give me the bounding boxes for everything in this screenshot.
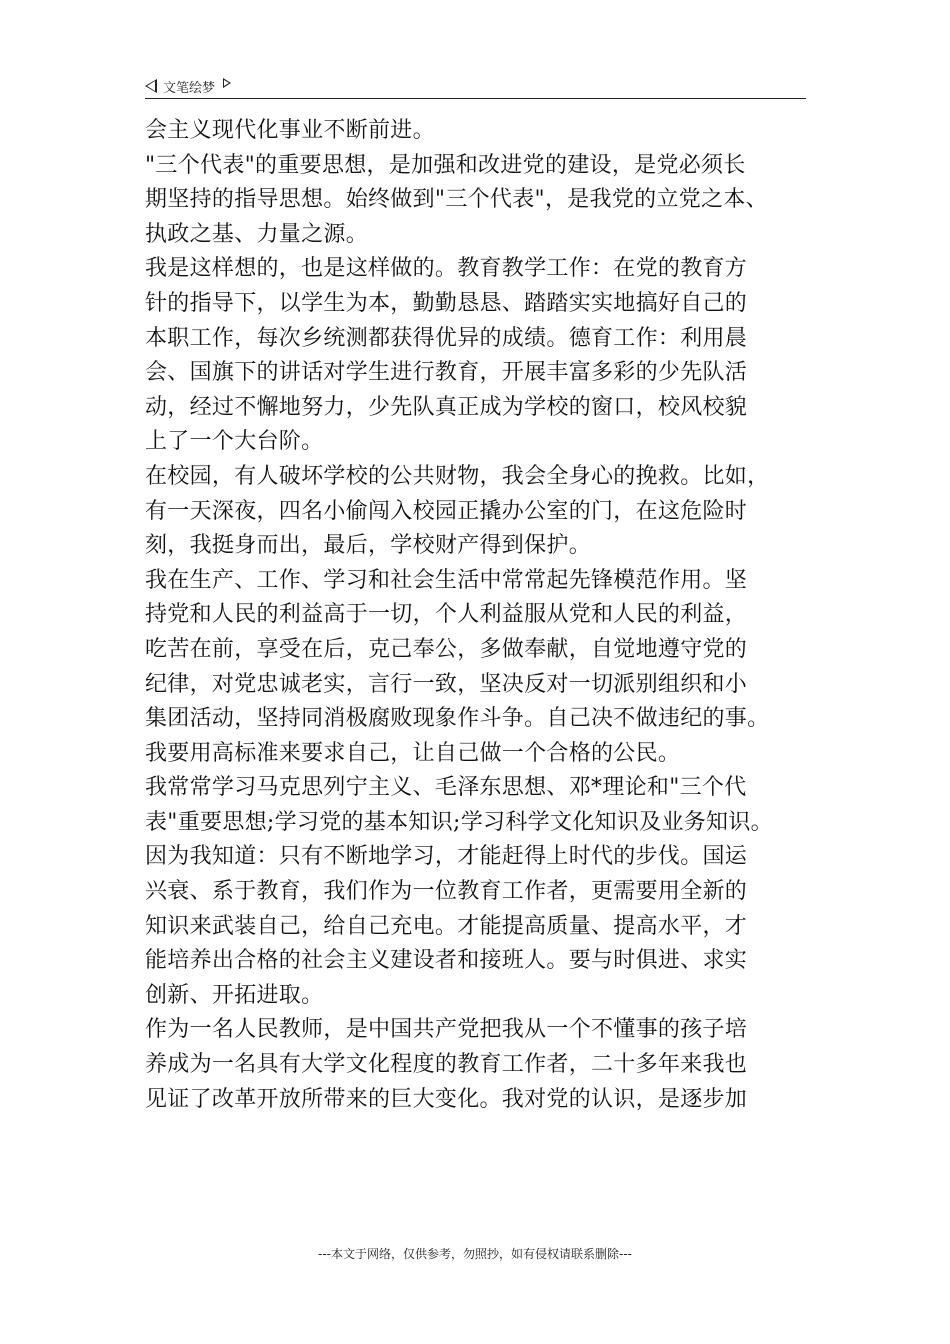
- text-line: 我常常学习马克思列宁主义、毛泽东思想、邓*理论和"三个代: [145, 775, 747, 801]
- text-line: 上了一个大台阶。: [145, 429, 324, 455]
- text-line: 我要用高标准来要求自己，让自己做一个合格的公民。: [145, 740, 681, 766]
- text-line: 我在生产、工作、学习和社会生活中常常起先锋模范作用。坚: [145, 567, 748, 593]
- text-line: 我是这样想的，也是这样做的。教育教学工作：在党的教育方: [145, 256, 748, 282]
- text-line: 会、国旗下的讲话对学生进行教育，开展丰富多彩的少先队活: [145, 360, 748, 386]
- document-body: [145, 114, 825, 1117]
- text-line: 表"重要思想;学习党的基本知识;学习科学文化知识及业务知识。: [145, 809, 773, 835]
- text-line: 吃苦在前，享受在后，克己奉公，多做奉献，自觉地遵守党的: [145, 636, 748, 662]
- text-line: 针的指导下，以学生为本，勤勤恳恳、踏踏实实地搞好自己的: [145, 290, 748, 316]
- text-line: 创新、开拓进取。: [145, 982, 324, 1008]
- text-line: "三个代表"的重要思想，是加强和改进党的建设，是党必须长: [145, 152, 746, 178]
- footer-notice: ---本文于网络，仅供参考，勿照抄，如有侵权请联系删除---: [318, 1247, 632, 1261]
- text-line: 持党和人民的利益高于一切，个人利益服从党和人民的利益，: [145, 602, 748, 628]
- page-header: [145, 74, 806, 99]
- text-line: 见证了改革开放所带来的巨大变化。我对党的认识，是逐步加: [145, 1086, 748, 1112]
- text-line: 集团活动，坚持同消极腐败现象作斗争。自己决不做违纪的事。: [145, 706, 770, 732]
- triangle-right-icon: [223, 78, 231, 88]
- header-brand: 文笔绘梦: [163, 80, 216, 96]
- text-line: 在校园，有人破坏学校的公共财物，我会全身心的挽救。比如，: [145, 463, 770, 489]
- text-line: 作为一名人民教师，是中国共产党把我从一个不懂事的孩子培: [145, 1017, 748, 1043]
- text-line: 有一天深夜，四名小偷闯入校园正撬办公室的门，在这危险时: [145, 498, 748, 524]
- text-line: 刻，我挺身而出，最后，学校财产得到保护。: [145, 533, 592, 559]
- triangle-left-icon: [145, 79, 157, 93]
- text-line: 知识来武装自己，给自己充电。才能提高质量、提高水平，才: [145, 913, 748, 939]
- text-line: 执政之基、力量之源。: [145, 221, 369, 247]
- text-line: 因为我知道：只有不断地学习，才能赶得上时代的步伐。国运: [145, 844, 748, 870]
- text-line: 兴衰、系于教育，我们作为一位教育工作者，更需要用全新的: [145, 879, 748, 905]
- text-line: 会主义现代化事业不断前进。: [145, 118, 435, 143]
- text-line: 期坚持的指导思想。始终做到"三个代表"，是我党的立党之本、: [145, 187, 768, 213]
- text-line: 纪律，对党忠诚老实，言行一致，坚决反对一切派别组织和小: [145, 671, 748, 697]
- text-line: 动，经过不懈地努力，少先队真正成为学校的窗口，校风校貌: [145, 394, 748, 420]
- text-line: 能培养出合格的社会主义建设者和接班人。要与时俱进、求实: [145, 948, 748, 974]
- text-line: 本职工作，每次乡统测都获得优异的成绩。德育工作：利用晨: [145, 325, 748, 351]
- text-line: 养成为一名具有大学文化程度的教育工作者，二十多年来我也: [145, 1052, 748, 1078]
